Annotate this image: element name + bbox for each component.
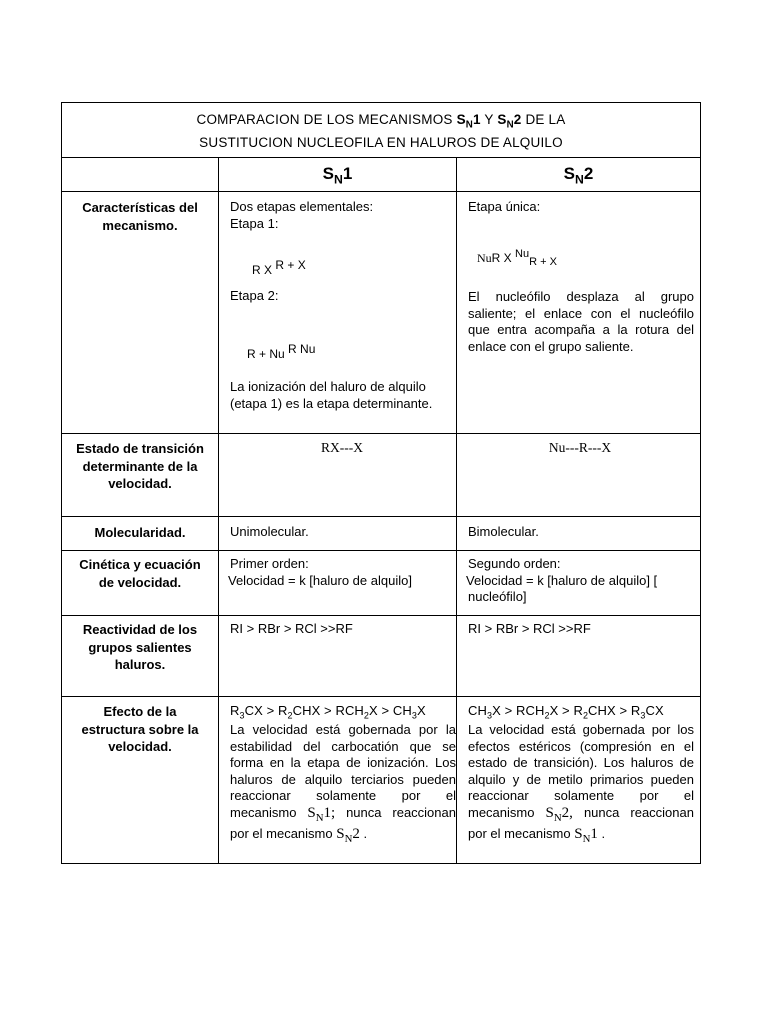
- sn2-reactivity-order: $CH_3X > RCH_2X > R_2CHX > R_3CX$: [468, 703, 664, 721]
- row-divider: [62, 191, 700, 192]
- sn2-reactividad: RI > RBr > RCl >>RF: [468, 621, 591, 636]
- sn2-mecanismo-note: El nucleófilo desplaza al grupo saliente; el enlace con el nucleófilo que entra acompaña a la rotura del enlace con el grupo saliente.: [468, 289, 694, 354]
- sn1-estado: RX---X: [321, 440, 363, 455]
- sn1-cinetica: Primer orden: Velocidad = k [haluro de alquilo]: [228, 556, 412, 588]
- sn1-reactividad: RI > RBr > RCl >>RF: [230, 621, 353, 636]
- row-divider: [62, 550, 700, 551]
- sn2-mecanismo: Etapa única:: [468, 199, 541, 214]
- label-mecanismo: Características del mecanismo.: [82, 200, 198, 233]
- column-divider: [456, 157, 457, 863]
- label-estado: Estado de transición determinante de la velocidad.: [76, 441, 204, 491]
- row-divider: [62, 516, 700, 517]
- sn1-efecto: $R_3CX > R_2CHX > RCH_2X > CH_3X$ La velocidad está gobernada por la estabilidad del carbocatión que se forma en la etapa de ionización. Los haluros de alquilo terciarios pueden reaccionar solamente por el mecanismo $S_N1$; nunca reaccionan por el mecanismo $S_N2$ .: [230, 703, 456, 845]
- sn1-mecanismo-note: La ionización del haluro de alquilo (etapa 1) es la etapa determinante.: [230, 379, 433, 411]
- sn2-molecularidad: Bimolecular.: [468, 524, 539, 539]
- header-sn2: $S_N2$: [563, 164, 594, 187]
- comparison-table: [61, 102, 701, 864]
- sn2-estado: Nu---R---X: [548, 440, 612, 455]
- sn1-etapa1-equation: R X R + X: [252, 258, 306, 277]
- sn2-cinetica: Segundo orden: Velocidad = k [haluro de alquilo] [ nucleófilo]: [466, 556, 658, 604]
- row-divider: [62, 615, 700, 616]
- row-divider: [62, 433, 700, 434]
- sn2-equation: NuR X NuR + X: [477, 248, 557, 268]
- sn1-molecularidad: Unimolecular.: [230, 524, 309, 539]
- table-title: COMPARACION DE LOS MECANISMOS $S_N1$ Y $S_N2$ DE LA SUSTITUCION NUCLEOFILA EN HALUROS DE ALQUILO: [196, 112, 566, 151]
- label-efecto: Efecto de la estructura sobre la velocidad.: [81, 704, 199, 754]
- sn1-reactivity-order: $R_3CX > R_2CHX > RCH_2X > CH_3X$: [230, 703, 426, 721]
- sn1-mecanismo: Dos etapas elementales: Etapa 1:: [230, 199, 374, 231]
- header-sn1: $S_N1$: [322, 164, 353, 187]
- row-divider: [62, 696, 700, 697]
- sn1-etapa2-label: Etapa 2:: [230, 288, 279, 303]
- label-molecularidad: Molecularidad.: [94, 525, 186, 540]
- sn2-efecto: $CH_3X > RCH_2X > R_2CHX > R_3CX$ La velocidad está gobernada por los efectos estéricos (compresión en el estado de transición). Los haluros de alquilo y de metilo primarios pueden reaccionar solamente por el mecanismo $S_N2$, nunca reaccionan por el mecanismo $S_N1$ .: [468, 703, 694, 845]
- sn1-etapa2-equation: R + Nu R Nu: [247, 342, 316, 361]
- label-reactividad: Reactividad de los grupos salientes haluros.: [82, 622, 198, 672]
- label-cinetica: Cinética y ecuación de velocidad.: [79, 557, 201, 590]
- column-divider: [218, 157, 219, 863]
